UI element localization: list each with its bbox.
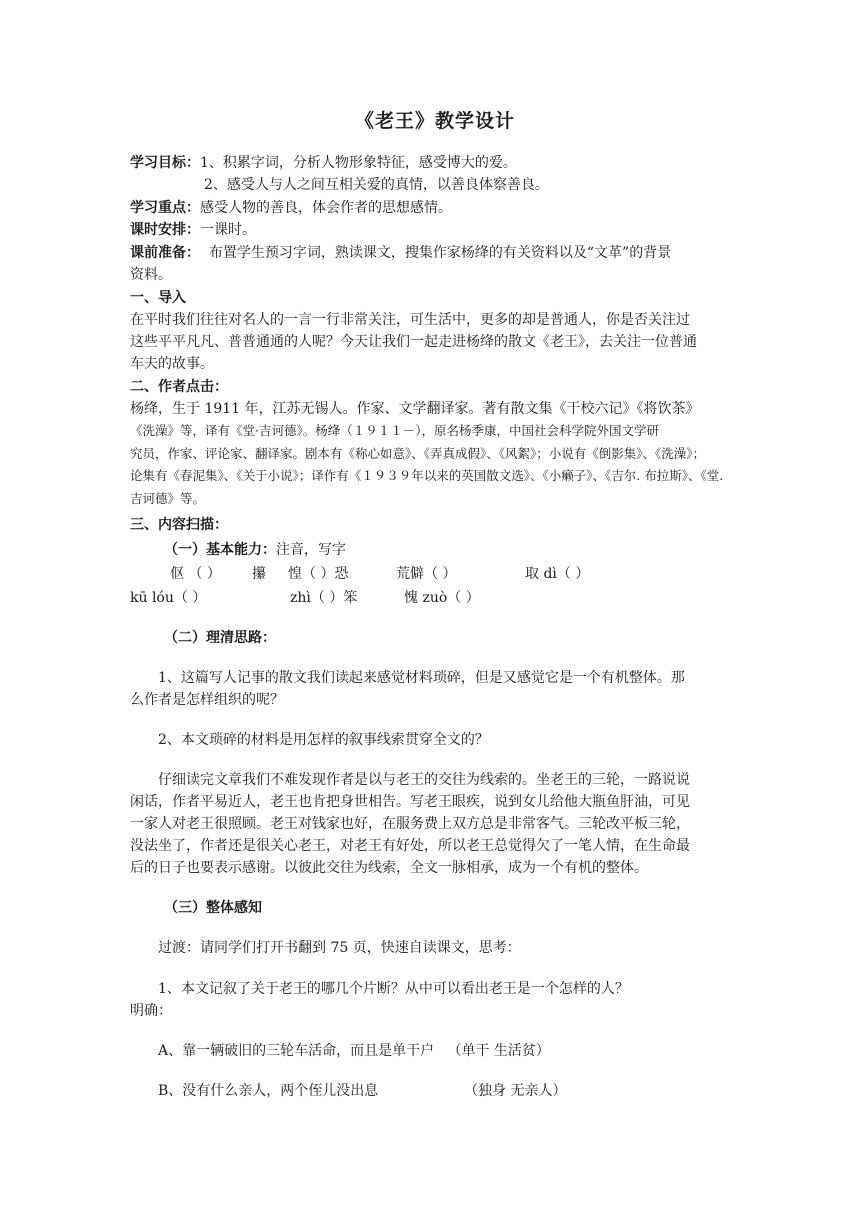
section-2-heading: 二、作者点击： (130, 379, 228, 395)
section-1-para-line: 这些平平凡凡、普普通通的人呢？今天让我们一起走进杨绛的散文《老王》，去关注一位普通 (130, 334, 697, 350)
answer-para-line: 没法坐了，作者还是很关心老王，对老王有好处，所以老王总觉得欠了一笔人情，在生命最 (130, 838, 690, 854)
section-1-para-line: 在平时我们往往对名人的一言一行非常关注，可生活中，更多的却是普通人，你是否关注过 (130, 312, 690, 328)
answer-para-line: 闲话，作者平易近人，老王也肯把身世相告。写老王眼疾，说到女儿给他大瓶鱼肝油，可见 (130, 794, 690, 810)
answer-para-line: 一家人对老王很照顾。老王对钱家也好，在服务费上双方总是非常客气。三轮改平板三轮， (130, 816, 690, 832)
section-3-heading: 三、内容扫描： (130, 517, 228, 533)
question-1-line: 1、这篇写人记事的散文我们读起来感觉材料琐碎，但是又感觉它是一个有机整体。那 (158, 670, 685, 686)
pinyin-item: zhì（ ）笨 (290, 590, 358, 606)
subsection-1-text: 注音，写字 (276, 542, 346, 558)
pinyin-item: 伛 （ ） (170, 566, 221, 582)
learning-goals-line-1 (130, 152, 517, 174)
section-2-para-line: 论集有《春泥集》、《关于小说》；译作有《１９３９年以来的英国散文选》、《小癞子》、《吉尔. 布拉斯》、《堂. (130, 468, 724, 483)
pinyin-item: 荒僻（ ） (396, 566, 457, 582)
time-line (130, 219, 256, 241)
answer-b-note: （独身 无亲人） (464, 1083, 567, 1099)
answer-para-line: 仔细读完文章我们不难发现作者是以与老王的交往为线索的。坐老王的三轮，一路说说 (158, 772, 690, 788)
transition-line: 过渡：请同学们打开书翻到 75 页，快速自读课文，思考： (158, 940, 521, 956)
pinyin-item: kū lóu（ ） (130, 590, 207, 606)
document-title: 《老王》教学设计 (354, 110, 515, 132)
section-2-para-line: 《洗澡》等，译有《堂·吉诃德》。杨绛（１９１１－），原名杨季康，中国社会科学院外国文学研 (130, 423, 659, 438)
prep-text-2: 资料。 (130, 267, 172, 283)
question-2-line: 2、本文琐碎的材料是用怎样的叙事线索贯穿全文的？ (158, 732, 489, 748)
section-2-para-line: 吉诃德》等。 (130, 491, 206, 506)
question-3-line: 1、本文记叙了关于老王的哪几个片断？从中可以看出老王是一个怎样的人？ (158, 981, 629, 997)
focus-text: 感受人物的善良，体会作者的思想感情。 (200, 200, 452, 216)
time-text: 一课时。 (200, 222, 256, 238)
prep-line-1 (130, 242, 671, 264)
subsection-1-label: （一）基本能力： (164, 542, 276, 558)
answer-a-note: （单干 生活贫） (447, 1043, 550, 1059)
time-label: 课时安排： (130, 222, 200, 238)
focus-label: 学习重点： (130, 200, 200, 216)
pinyin-item: 愧 zuò（ ） (404, 590, 480, 606)
subsection-1 (164, 539, 346, 561)
subsection-2-label: （二）理清思路： (164, 630, 276, 646)
pinyin-item: 惶（ ）恐 (288, 566, 349, 582)
section-2-para-line: 究员，作家、评论家、翻译家。剧本有《称心如意》、《弄真成假》、《风絮》；小说有《倒影集》、《洗澡》； (130, 446, 706, 461)
answer-para-line: 后的日子也要表示感谢。以彼此交往为线索，全文一脉相承，成为一个有机的整体。 (130, 860, 648, 876)
section-1-para-line: 车夫的故事。 (130, 356, 214, 372)
section-2-para-line: 杨绛，生于 1911 年，江苏无锡人。作家、文学翻译家。著有散文集《干校六记》《将饮茶》 (130, 401, 700, 417)
prep-label: 课前准备： (130, 245, 200, 261)
question-1-line: 么作者是怎样组织的呢？ (130, 692, 284, 708)
answer-a (158, 1040, 550, 1062)
question-3-line: 明确： (130, 1003, 172, 1019)
section-1-heading: 一、导入 (130, 290, 186, 306)
focus-line (130, 197, 452, 219)
pinyin-item: 攥 (252, 566, 266, 582)
goals-label: 学习目标： (130, 155, 200, 171)
answer-a-text: A、靠一辆破旧的三轮车活命，而且是单干户 (158, 1043, 435, 1059)
goal-2: 2、感受人与人之间互相关爱的真情，以善良体察善良。 (204, 177, 549, 193)
pinyin-item: 取 dì（ ） (525, 566, 590, 582)
goal-1: 1、积累字词，分析人物形象特征，感受博大的爱。 (200, 155, 517, 171)
prep-text-1: 布置学生预习字词，熟读课文，搜集作家杨绛的有关资料以及“文革”的背景 (208, 245, 672, 261)
answer-b-text: B、没有什么亲人，两个侄儿没出息 (158, 1083, 379, 1099)
subsection-3-label: （三）整体感知 (164, 900, 262, 916)
